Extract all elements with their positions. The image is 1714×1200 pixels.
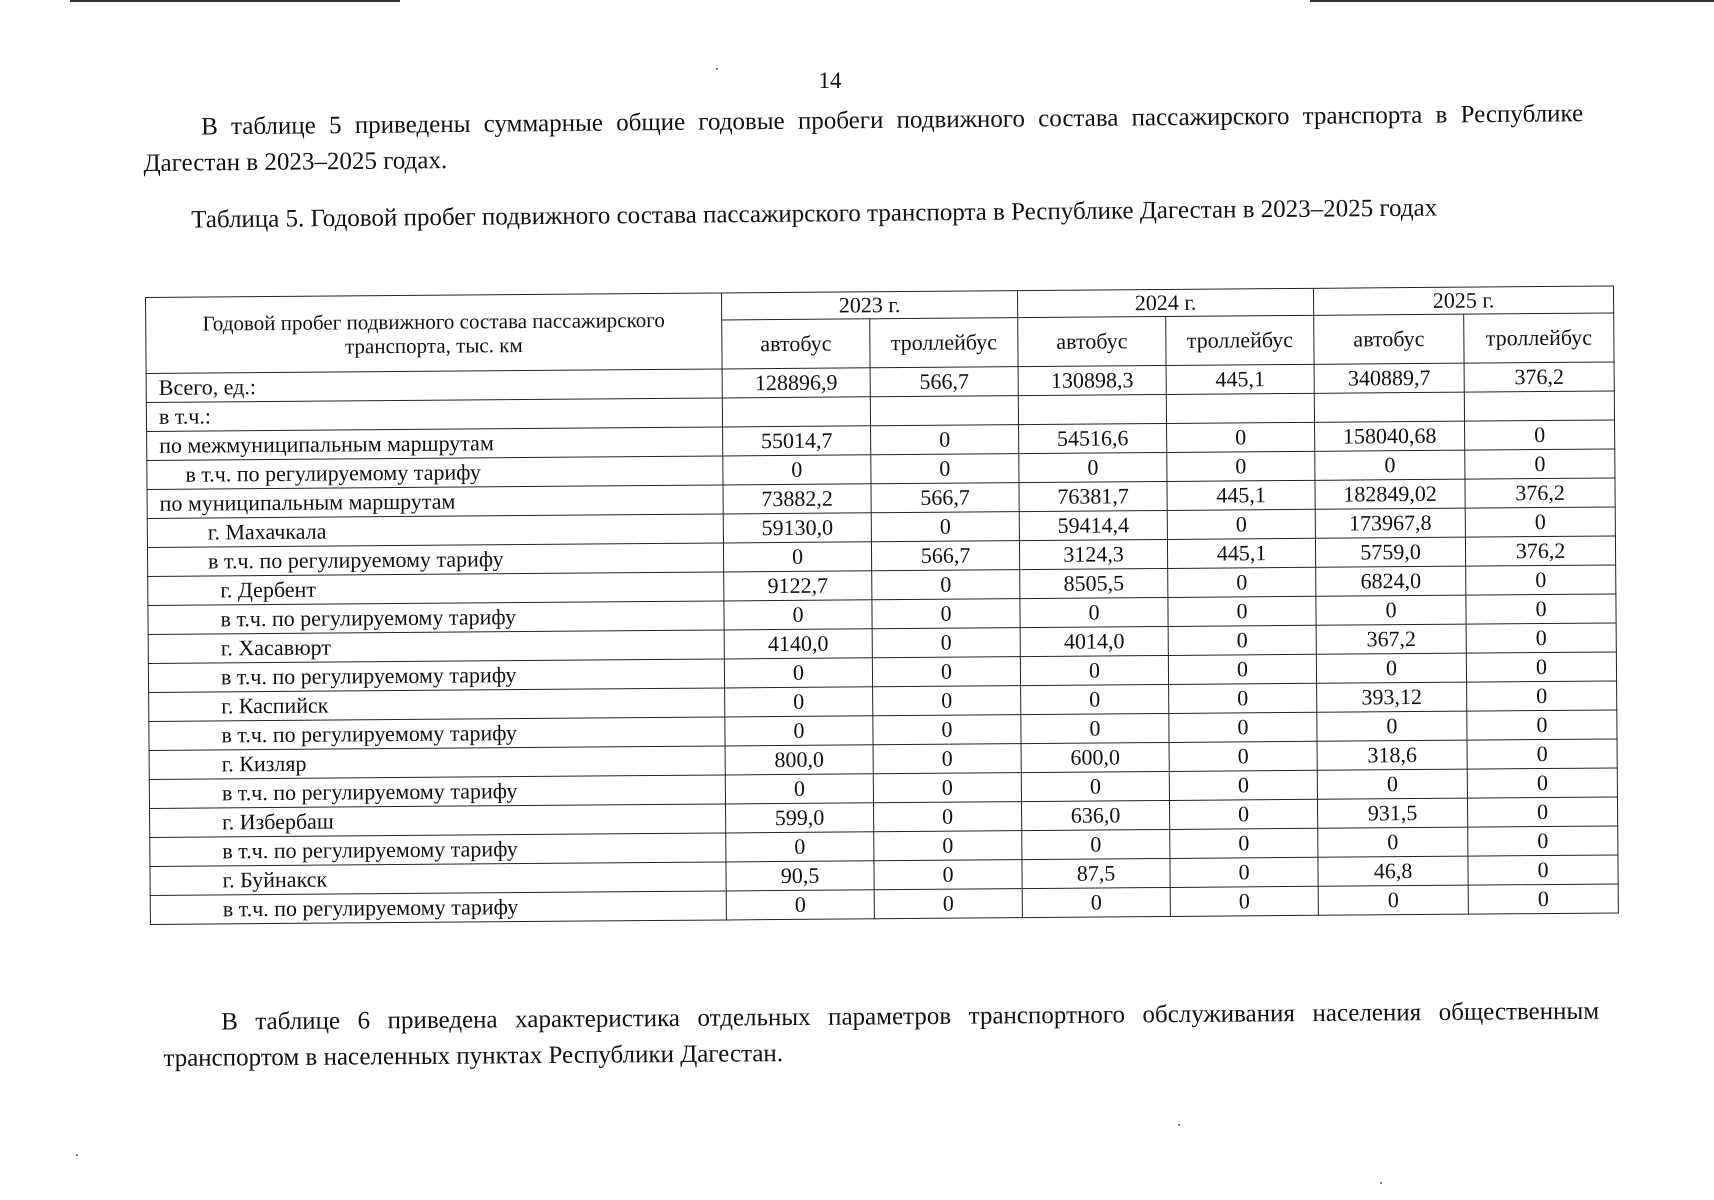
year-header-2024: 2024 г.	[1017, 288, 1313, 317]
cell-bus-2024: 3124,3	[1019, 539, 1167, 569]
cell-bus-2023: 73882,2	[723, 484, 871, 514]
cell-bus-2025: 0	[1318, 827, 1468, 857]
cell-trolleybus-2025: 376,2	[1465, 536, 1615, 566]
cell-trolleybus-2025: 0	[1467, 681, 1617, 711]
cell-trolleybus-2024: 0	[1168, 567, 1316, 597]
cell-trolleybus-2024: 445,1	[1167, 538, 1315, 568]
cell-trolleybus-2023: 0	[872, 657, 1020, 687]
cell-trolleybus-2024	[1166, 393, 1314, 423]
cell-bus-2025	[1314, 392, 1464, 422]
row-label: г. Хасавюрт	[148, 630, 724, 664]
cell-trolleybus-2023: 0	[871, 425, 1019, 455]
cell-bus-2025: 5759,0	[1315, 537, 1465, 567]
cell-bus-2024: 130898,3	[1018, 365, 1166, 395]
cell-trolleybus-2025: 0	[1466, 652, 1616, 682]
cell-trolleybus-2023: 0	[874, 831, 1022, 861]
cell-trolleybus-2025: 0	[1467, 768, 1617, 798]
cell-trolleybus-2025: 0	[1467, 710, 1617, 740]
subheader-trolleybus-2024: троллейбус	[1166, 315, 1314, 365]
cell-bus-2025: 0	[1316, 595, 1466, 625]
row-label: в т.ч. по регулируемому тарифу	[150, 833, 726, 867]
cell-bus-2025: 0	[1316, 653, 1466, 683]
cell-bus-2024: 0	[1021, 684, 1169, 714]
cell-bus-2025: 0	[1315, 450, 1465, 480]
cell-bus-2023: 0	[725, 716, 873, 746]
cell-bus-2025: 46,8	[1318, 856, 1468, 886]
cell-bus-2024: 636,0	[1022, 800, 1170, 830]
page-number: 14	[818, 68, 842, 93]
cell-trolleybus-2025: 0	[1468, 855, 1618, 885]
cell-bus-2024: 0	[1021, 771, 1169, 801]
cell-bus-2025: 318,6	[1317, 740, 1467, 770]
cell-trolleybus-2025: 376,2	[1465, 478, 1615, 508]
cell-trolleybus-2023	[870, 396, 1018, 426]
cell-trolleybus-2023: 0	[873, 715, 1021, 745]
cell-bus-2023	[722, 397, 870, 427]
cell-bus-2023: 55014,7	[723, 426, 871, 456]
cell-trolleybus-2025: 0	[1465, 507, 1615, 537]
subheader-bus-2023: автобус	[722, 319, 870, 369]
table-caption: Таблица 5. Годовой пробег подвижного состава пассажирского транспорта в Республике Дагестан в 2023–2025 годах	[191, 194, 1438, 234]
scan-speck	[1178, 1124, 1180, 1126]
cell-trolleybus-2023: 566,7	[871, 483, 1019, 513]
scan-edge-line-left	[70, 0, 400, 2]
cell-bus-2023: 0	[723, 542, 871, 572]
table-caption-paragraph	[133, 189, 1583, 239]
cell-bus-2024: 87,5	[1022, 858, 1170, 888]
cell-trolleybus-2024: 0	[1169, 683, 1317, 713]
mileage-table-container	[145, 285, 1618, 925]
cell-trolleybus-2024: 0	[1167, 509, 1315, 539]
cell-bus-2025: 0	[1317, 711, 1467, 741]
cell-bus-2023: 0	[723, 455, 871, 485]
cell-bus-2024: 0	[1022, 887, 1170, 917]
cell-trolleybus-2024: 445,1	[1166, 364, 1314, 394]
cell-trolleybus-2025: 0	[1465, 449, 1615, 479]
cell-trolleybus-2023: 0	[873, 686, 1021, 716]
row-label: в т.ч. по регулируемому тарифу	[148, 659, 724, 693]
cell-bus-2025: 931,5	[1318, 798, 1468, 828]
cell-bus-2023: 90,5	[726, 861, 874, 891]
cell-trolleybus-2024: 0	[1168, 625, 1316, 655]
cell-trolleybus-2023: 0	[872, 599, 1020, 629]
cell-bus-2024: 4014,0	[1020, 626, 1168, 656]
scan-speck	[716, 68, 718, 70]
cell-bus-2025: 340889,7	[1314, 363, 1464, 393]
cell-bus-2023: 4140,0	[724, 629, 872, 659]
year-header-2023: 2023 г.	[721, 291, 1017, 320]
cell-trolleybus-2024: 0	[1170, 857, 1318, 887]
cell-trolleybus-2024: 0	[1170, 886, 1318, 916]
cell-bus-2023: 0	[726, 832, 874, 862]
cell-bus-2024: 0	[1022, 829, 1170, 859]
cell-bus-2023: 800,0	[725, 745, 873, 775]
cell-bus-2023: 0	[726, 890, 874, 920]
intro-paragraph	[143, 96, 1584, 182]
cell-bus-2024: 0	[1020, 597, 1168, 627]
row-label: в т.ч. по регулируемому тарифу	[149, 717, 725, 751]
cell-bus-2025: 393,12	[1317, 682, 1467, 712]
cell-trolleybus-2025: 0	[1466, 594, 1616, 624]
cell-bus-2024: 54516,6	[1019, 423, 1167, 453]
cell-bus-2025: 182849,02	[1315, 479, 1465, 509]
row-label: в т.ч. по регулируемому тарифу	[148, 601, 724, 635]
row-label: по муниципальным маршрутам	[147, 485, 723, 519]
cell-trolleybus-2024: 0	[1170, 799, 1318, 829]
cell-bus-2024: 76381,7	[1019, 481, 1167, 511]
row-label: в т.ч. по регулируемому тарифу	[149, 775, 725, 809]
scan-speck	[1380, 1182, 1382, 1184]
row-label: г. Дербент	[148, 572, 724, 606]
cell-bus-2024: 0	[1019, 452, 1167, 482]
row-label: в т.ч. по регулируемому тарифу	[147, 543, 723, 577]
cell-trolleybus-2025: 0	[1468, 797, 1618, 827]
cell-trolleybus-2023: 0	[872, 570, 1020, 600]
cell-bus-2023: 0	[725, 687, 873, 717]
cell-bus-2024: 600,0	[1021, 742, 1169, 772]
row-label: в т.ч. по регулируемому тарифу	[150, 891, 726, 925]
row-label: Всего, ед.:	[146, 369, 722, 403]
cell-trolleybus-2025: 0	[1468, 884, 1618, 914]
cell-trolleybus-2023: 0	[874, 889, 1022, 919]
row-label: г. Кизляр	[149, 746, 725, 780]
cell-trolleybus-2025: 0	[1468, 826, 1618, 856]
row-label: в т.ч. по регулируемому тарифу	[147, 456, 723, 490]
row-label: г. Махачкала	[147, 514, 723, 548]
cell-bus-2024: 0	[1020, 655, 1168, 685]
cell-trolleybus-2023: 0	[872, 628, 1020, 658]
cell-trolleybus-2024: 0	[1168, 596, 1316, 626]
cell-bus-2023: 0	[724, 600, 872, 630]
cell-trolleybus-2024: 0	[1167, 451, 1315, 481]
table-header	[146, 286, 1615, 374]
cell-bus-2024: 59414,4	[1019, 510, 1167, 540]
cell-trolleybus-2025	[1464, 391, 1614, 421]
cell-bus-2023: 0	[725, 774, 873, 804]
cell-bus-2023: 128896,9	[722, 368, 870, 398]
cell-bus-2023: 9122,7	[724, 571, 872, 601]
cell-trolleybus-2023: 0	[871, 454, 1019, 484]
cell-trolleybus-2024: 0	[1168, 654, 1316, 684]
row-label: по межмуниципальным маршрутам	[147, 427, 723, 461]
subheader-bus-2024: автобус	[1018, 316, 1166, 366]
cell-trolleybus-2025: 0	[1467, 739, 1617, 769]
outro-text: В таблице 6 приведена характеристика отдельных параметров транспортного обслуживания населения общественным транспортом в населенных пунктах Республики Дагестан.	[163, 997, 1600, 1072]
cell-trolleybus-2024: 445,1	[1167, 480, 1315, 510]
cell-trolleybus-2024: 0	[1167, 422, 1315, 452]
table-body	[146, 362, 1618, 925]
scan-edge-line-right	[1310, 0, 1714, 2]
cell-trolleybus-2025: 0	[1466, 565, 1616, 595]
cell-bus-2025: 158040,68	[1315, 421, 1465, 451]
cell-trolleybus-2023: 566,7	[870, 367, 1018, 397]
subheader-trolleybus-2025: троллейбус	[1464, 313, 1614, 363]
cell-bus-2025: 173967,8	[1315, 508, 1465, 538]
subheader-trolleybus-2023: троллейбус	[870, 318, 1018, 368]
header-label: Годовой пробег подвижного состава пассажирского транспорта, тыс. км	[146, 293, 723, 374]
intro-text: В таблице 5 приведены суммарные общие годовые пробеги подвижного состава пассажирского транспорта в Республике Дагестан в 2023–2025 годах.	[143, 100, 1584, 177]
cell-bus-2025: 0	[1317, 769, 1467, 799]
cell-trolleybus-2024: 0	[1170, 828, 1318, 858]
cell-trolleybus-2025: 0	[1466, 623, 1616, 653]
cell-bus-2024	[1018, 394, 1166, 424]
cell-trolleybus-2023: 0	[874, 860, 1022, 890]
cell-bus-2024: 8505,5	[1020, 568, 1168, 598]
mileage-table	[145, 285, 1619, 925]
row-label: г. Каспийск	[149, 688, 725, 722]
cell-bus-2023: 599,0	[725, 803, 873, 833]
cell-trolleybus-2024: 0	[1169, 712, 1317, 742]
cell-bus-2023: 0	[724, 658, 872, 688]
cell-bus-2025: 367,2	[1316, 624, 1466, 654]
cell-trolleybus-2025: 376,2	[1464, 362, 1614, 392]
cell-bus-2023: 59130,0	[723, 513, 871, 543]
row-label: г. Буйнакск	[150, 862, 726, 896]
outro-paragraph	[163, 994, 1600, 1077]
cell-bus-2024: 0	[1021, 713, 1169, 743]
cell-trolleybus-2024: 0	[1169, 770, 1317, 800]
year-header-2025: 2025 г.	[1313, 286, 1613, 315]
cell-bus-2025: 6824,0	[1316, 566, 1466, 596]
scan-speck	[76, 1154, 78, 1156]
cell-trolleybus-2024: 0	[1169, 741, 1317, 771]
row-label: в т.ч.:	[146, 398, 722, 432]
cell-trolleybus-2023: 0	[871, 512, 1019, 542]
cell-trolleybus-2023: 566,7	[871, 541, 1019, 571]
cell-bus-2025: 0	[1318, 885, 1468, 915]
cell-trolleybus-2025: 0	[1465, 420, 1615, 450]
row-label: г. Избербаш	[150, 804, 726, 838]
cell-trolleybus-2023: 0	[873, 773, 1021, 803]
subheader-bus-2025: автобус	[1314, 314, 1464, 364]
cell-trolleybus-2023: 0	[873, 802, 1021, 832]
cell-trolleybus-2023: 0	[873, 744, 1021, 774]
